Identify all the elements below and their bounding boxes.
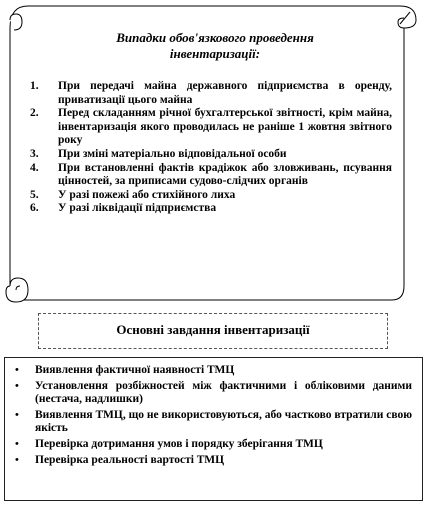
case-number: 6. bbox=[30, 202, 39, 215]
case-number: 2. bbox=[30, 107, 39, 120]
task-item bbox=[11, 409, 412, 436]
bullet-icon: • bbox=[15, 364, 19, 376]
task-text: Перевірка реальності вартості ТМЦ bbox=[35, 453, 225, 466]
cases-title bbox=[40, 30, 390, 62]
tasks-list bbox=[5, 358, 422, 467]
case-item bbox=[30, 202, 392, 216]
case-text: У разі пожежі або стихійного лиха bbox=[58, 188, 236, 201]
task-item bbox=[11, 454, 412, 468]
task-item bbox=[11, 364, 412, 378]
case-item bbox=[30, 148, 392, 162]
case-text: При встановленні фактів крадіжок або зловживань, псування цінностей, за приписами судово-слідчих органів bbox=[58, 161, 392, 188]
bullet-icon: • bbox=[15, 437, 19, 450]
task-text: Перевірка дотримання умов і порядку зберігання ТМЦ bbox=[35, 437, 323, 450]
tasks-box bbox=[4, 357, 423, 501]
cases-list bbox=[30, 80, 392, 216]
case-text: Перед складанням річної бухгалтерської звітності, крім майна, інвентаризація якого проводилась не раніше 1 жовтня звітного року bbox=[58, 107, 392, 147]
case-number: 3. bbox=[30, 147, 39, 160]
bullet-icon: • bbox=[15, 453, 19, 466]
tasks-title-box bbox=[38, 313, 388, 349]
cases-title-line2: інвентаризації: bbox=[169, 46, 261, 61]
tasks-title: Основні завдання інвентаризації bbox=[116, 322, 310, 337]
case-number: 5. bbox=[30, 188, 39, 201]
case-number: 4. bbox=[30, 161, 39, 174]
task-text: Виявлення фактичної наявності ТМЦ bbox=[35, 364, 235, 376]
bullet-icon: • bbox=[15, 379, 19, 392]
case-item bbox=[30, 107, 392, 148]
case-item bbox=[30, 189, 392, 203]
task-item bbox=[11, 438, 412, 452]
case-text: При зміні матеріально відповідальної особи bbox=[58, 147, 287, 160]
task-text: Виявлення ТМЦ, що не використовуються, або частково втратили свою якість bbox=[35, 408, 412, 435]
task-text: Установлення розбіжностей між фактичними і обліковими даними (нестача, надлишки) bbox=[35, 379, 412, 406]
case-text: При передачі майна державного підприємства в оренду, приватизації цього майна bbox=[58, 80, 392, 106]
case-item bbox=[30, 162, 392, 189]
bullet-icon: • bbox=[15, 408, 19, 421]
cases-title-line1: Випадки обов'язкового проведення bbox=[116, 30, 314, 45]
case-number: 1. bbox=[30, 80, 39, 92]
task-item bbox=[11, 380, 412, 407]
case-item bbox=[30, 80, 392, 107]
case-text: У разі ліквідації підприємства bbox=[58, 202, 217, 215]
